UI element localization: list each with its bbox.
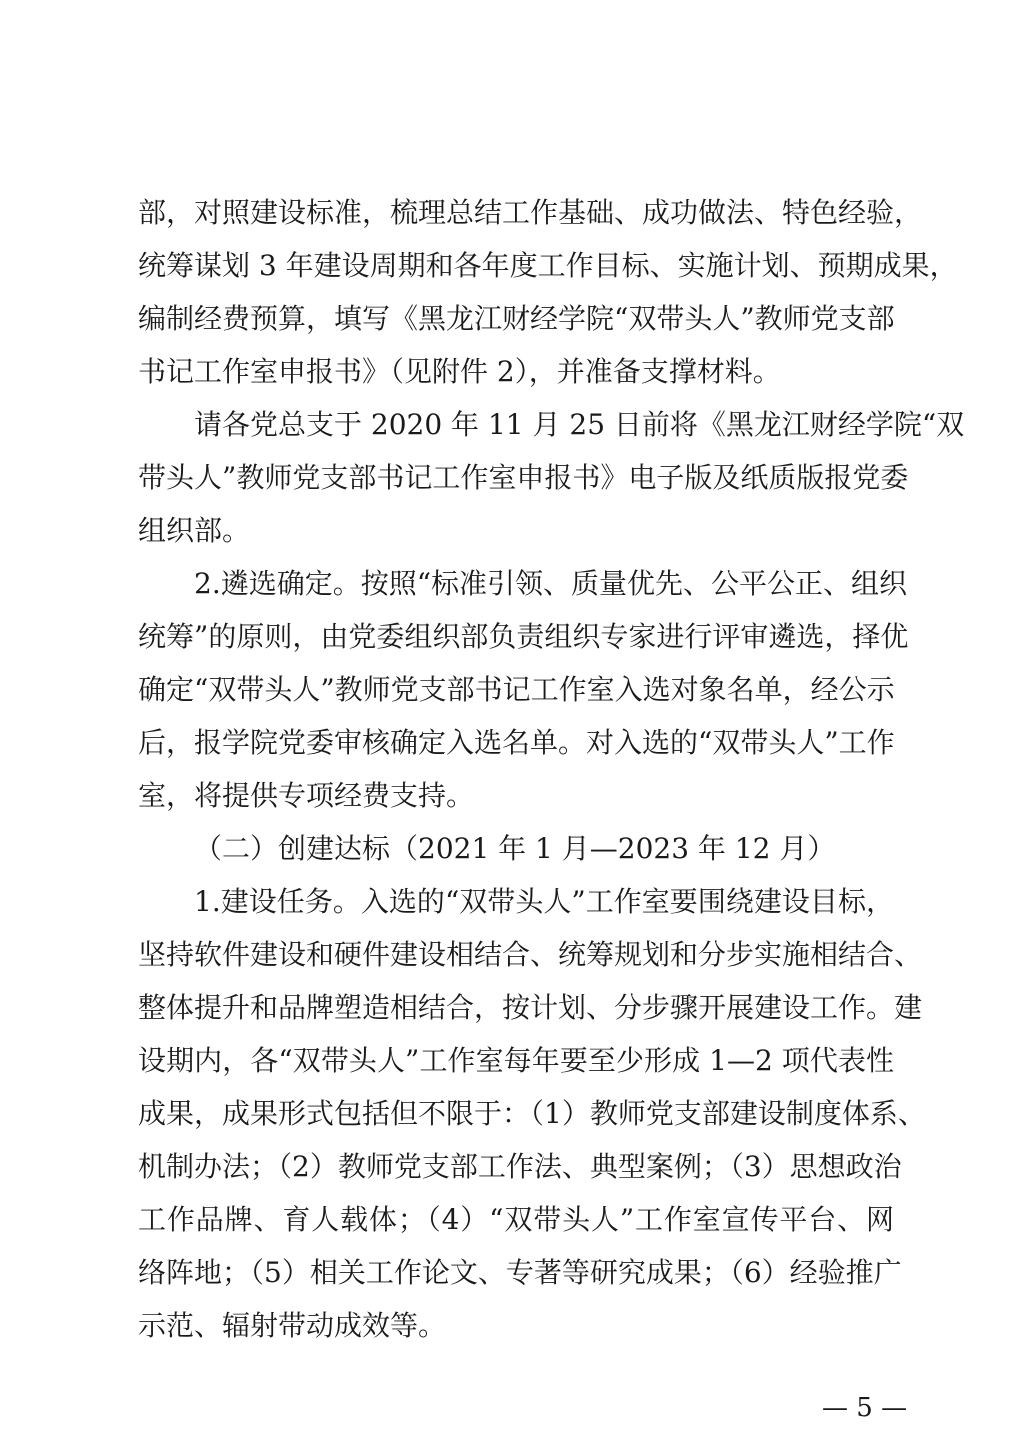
text-line: 组织部。 bbox=[138, 514, 251, 547]
text-line: 部，对照建设标准，梳理总结工作基础、成功做法、特色经验， bbox=[138, 196, 923, 229]
section-heading: （二）创建达标（2021 年 1 月—2023 年 12 月） bbox=[194, 832, 836, 865]
text-line: 成果，成果形式包括但不限于：（1）教师党支部建设制度体系、 bbox=[138, 1097, 926, 1130]
text-line: 室，将提供专项经费支持。 bbox=[138, 779, 475, 812]
text-line: 络阵地；（5）相关工作论文、专著等研究成果；（6）经验推广 bbox=[138, 1256, 902, 1289]
text-line: 示范、辐射带动成效等。 bbox=[138, 1309, 447, 1342]
text-line: 坚持软件建设和硬件建设相结合、统筹规划和分步实施相结合、 bbox=[138, 938, 923, 971]
text-line: 带头人”教师党支部书记工作室申报书》电子版及纸质版报党委 bbox=[138, 461, 909, 494]
text-line: 设期内，各“双带头人”工作室每年要至少形成 1—2 项代表性 bbox=[138, 1044, 894, 1077]
text-line: 机制办法；（2）教师党支部工作法、典型案例；（3）思想政治 bbox=[138, 1150, 902, 1183]
page-number: — 5 — bbox=[822, 1393, 908, 1423]
text-line: 后，报学院党委审核确定入选名单。对入选的“双带头人”工作 bbox=[138, 726, 895, 759]
text-line: 编制经费预算，填写《黑龙江财经学院“双带头人”教师党支部 bbox=[138, 302, 895, 335]
text-line: 书记工作室申报书》（见附件 2），并准备支撑材料。 bbox=[138, 355, 781, 388]
paragraph-first-line: 请各党总支于 2020 年 11 月 25 日前将《黑龙江财经学院“双 bbox=[194, 408, 965, 441]
text-line: 工作品牌、育人载体；（4）“双带头人”工作室宣传平台、网 bbox=[138, 1203, 894, 1236]
body-text bbox=[138, 186, 965, 1352]
text-line: 统筹”的原则，由党委组织部负责组织专家进行评审遴选，择优 bbox=[138, 620, 909, 653]
text-line: 统筹谋划 3 年建设周期和各年度工作目标、实施计划、预期成果， bbox=[138, 249, 958, 282]
text-line: 整体提升和品牌塑造相结合，按计划、分步骤开展建设工作。建 bbox=[138, 991, 923, 1024]
paragraph-first-line: 2.遴选确定。按照“标准引领、质量优先、公平公正、组织 bbox=[194, 567, 908, 600]
text-line: 确定“双带头人”教师党支部书记工作室入选对象名单，经公示 bbox=[138, 673, 895, 706]
paragraph-first-line: 1.建设任务。入选的“双带头人”工作室要围绕建设目标， bbox=[194, 885, 894, 918]
